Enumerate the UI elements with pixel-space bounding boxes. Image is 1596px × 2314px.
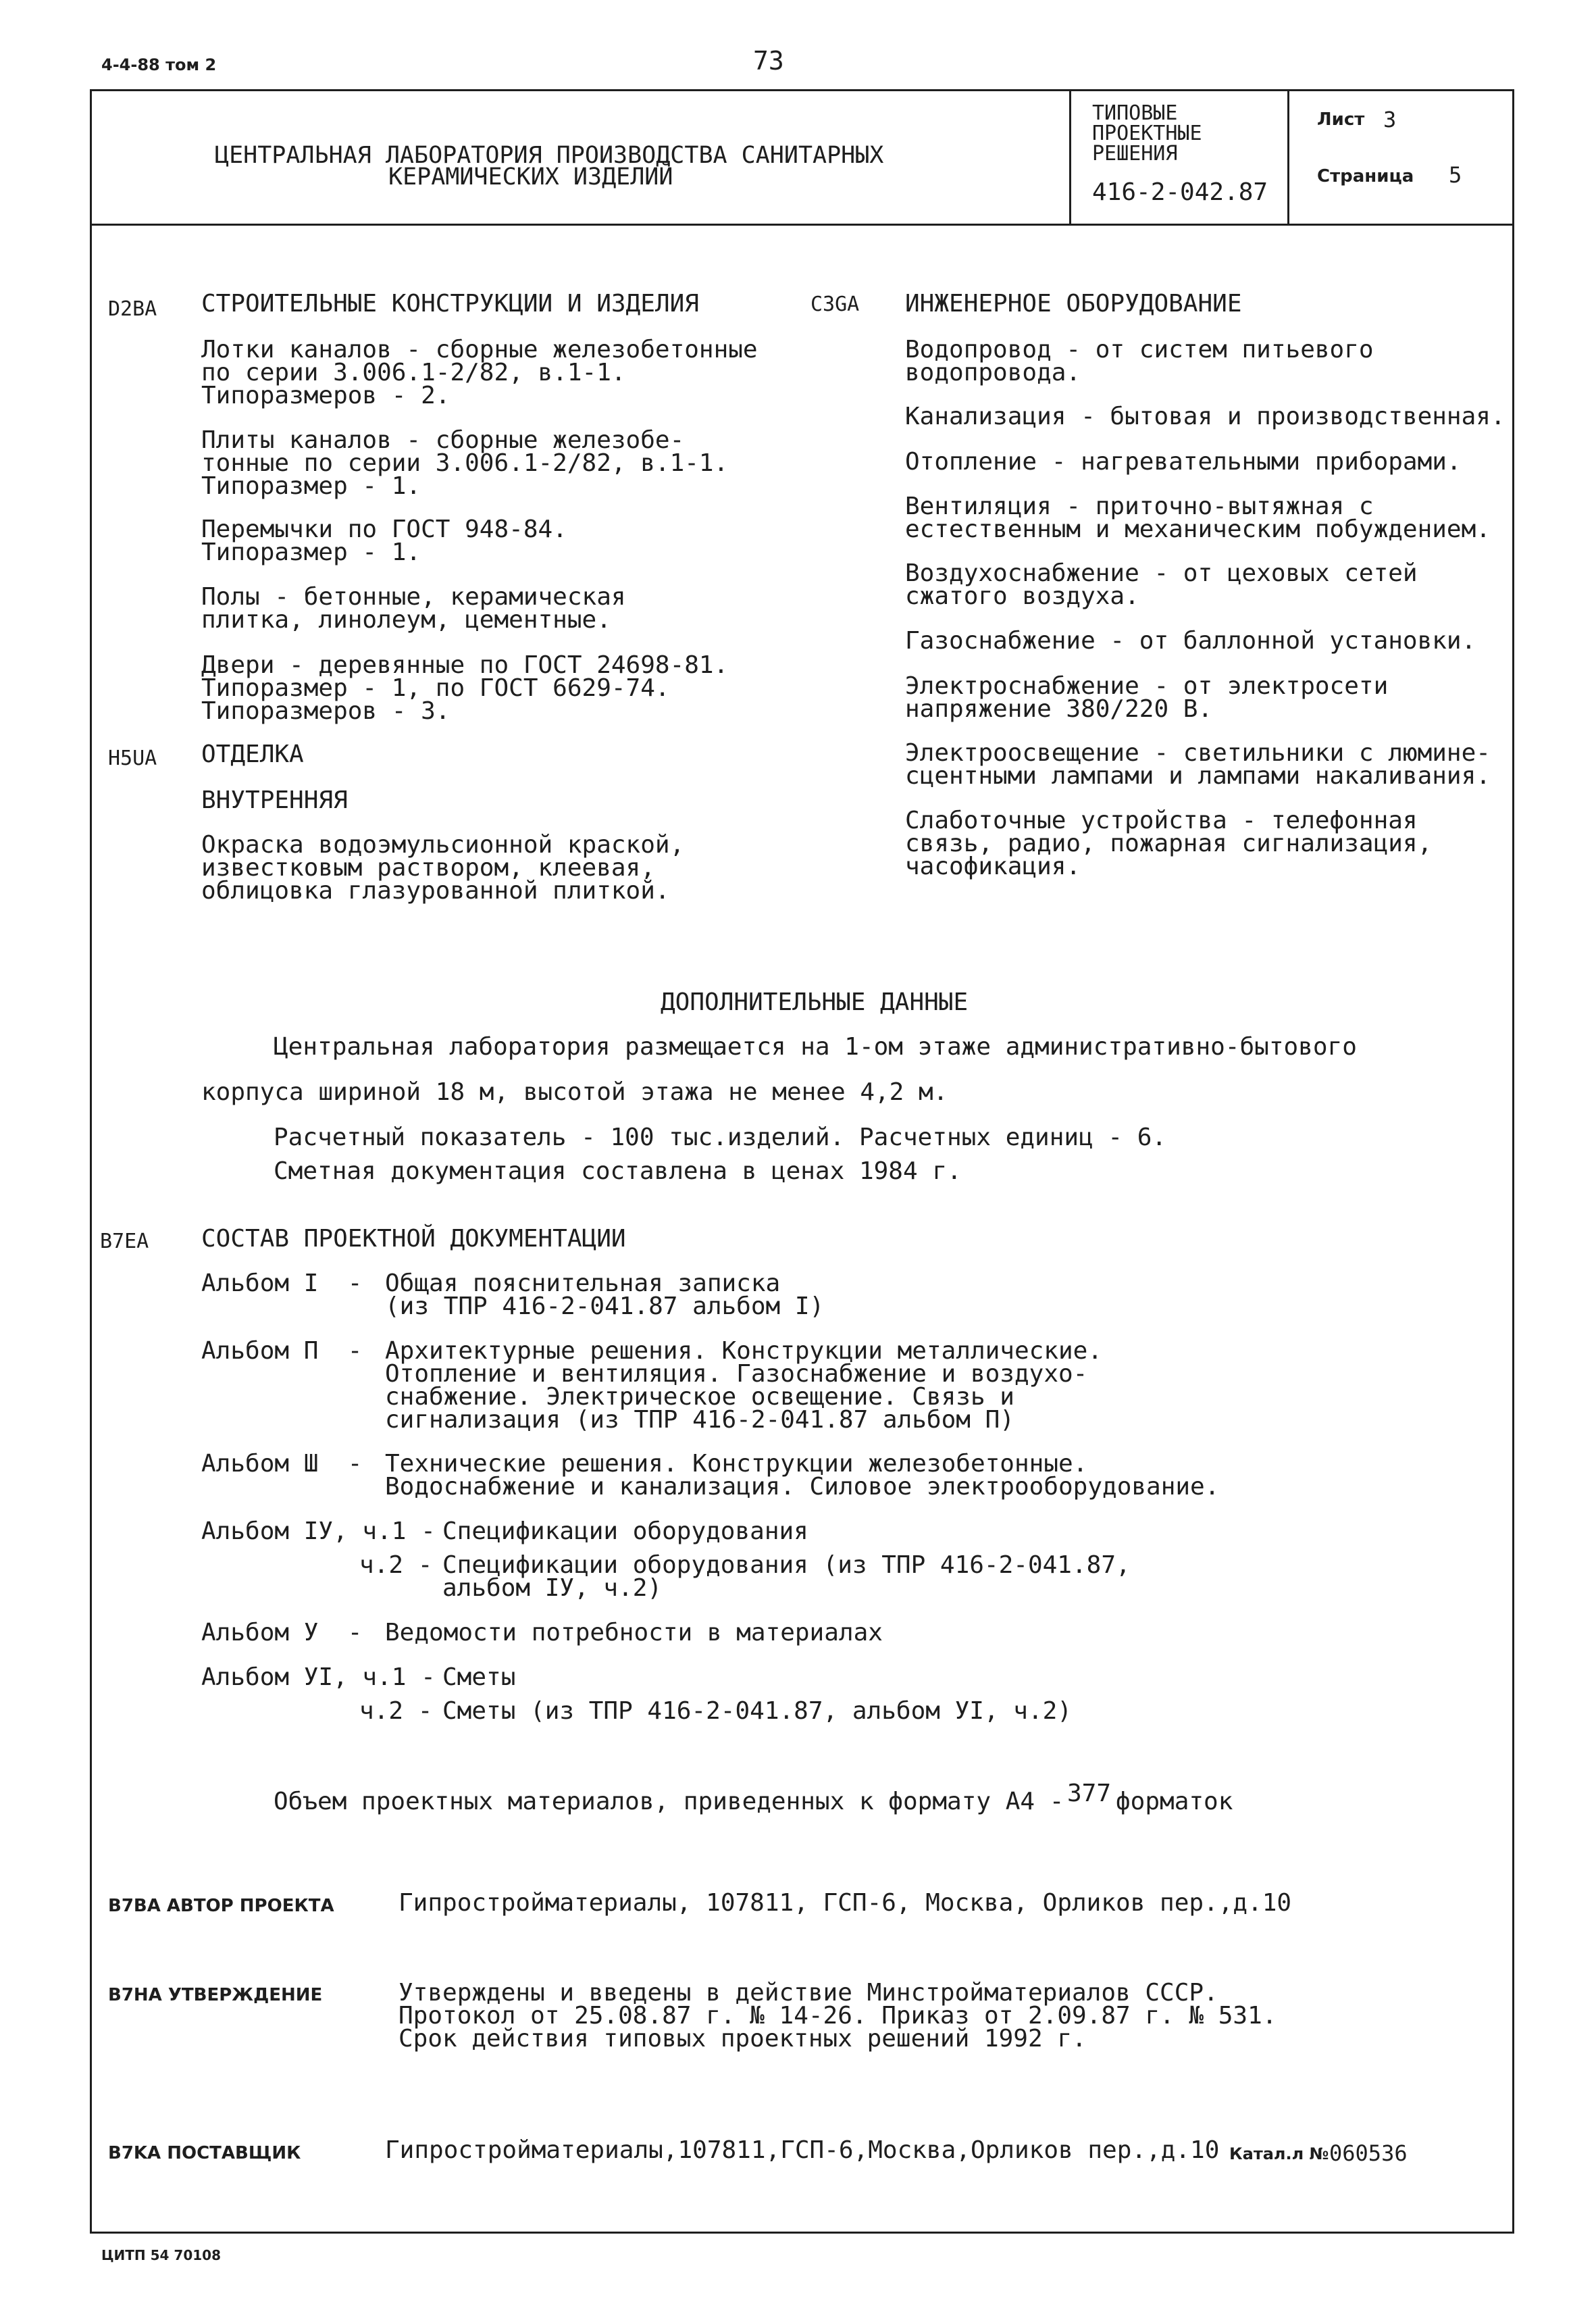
series-label-line1: ТИПОВЫЕ bbox=[1092, 101, 1178, 125]
finishing-text: Окраска водоэмульсионной краской, известковым раствором, клеевая, облицовка глазурованной плиткой. bbox=[201, 831, 685, 905]
album-description: Спецификации оборудования (из ТПР 416-2-041.87, альбом IУ, ч.2) bbox=[442, 1551, 1131, 1602]
composition-code: B7EA bbox=[100, 1230, 149, 1253]
title-block-separator-2 bbox=[1287, 89, 1289, 224]
album-description: Ведомости потребности в материалах bbox=[385, 1619, 883, 1646]
frame-top bbox=[90, 89, 1514, 91]
additional-line: корпуса шириной 18 м, высотой этажа не менее 4,2 м. bbox=[201, 1078, 948, 1106]
finishing-code: H5UA bbox=[108, 747, 157, 770]
construction-heading: СТРОИТЕЛЬНЫЕ КОНСТРУКЦИИ И ИЗДЕЛИЯ bbox=[201, 290, 699, 318]
construction-code: D2BA bbox=[108, 297, 157, 321]
engineering-item: Слаботочные устройства - телефонная связь, радио, пожарная сигнализация, часофикация. bbox=[905, 807, 1433, 880]
frame-left bbox=[90, 89, 92, 2234]
album-description: Спецификации оборудования bbox=[442, 1517, 808, 1545]
construction-item: Перемычки по ГОСТ 948-84. Типоразмер - 1. bbox=[201, 515, 567, 566]
engineering-heading: ИНЖЕНЕРНОЕ ОБОРУДОВАНИЕ bbox=[905, 290, 1242, 318]
engineering-item: Канализация - бытовая и производственная. bbox=[905, 403, 1505, 430]
series-volume-note: 4-4-88 том 2 bbox=[101, 55, 217, 74]
engineering-code: C3GA bbox=[810, 293, 860, 316]
additional-heading: ДОПОЛНИТЕЛЬНЫЕ ДАННЫЕ bbox=[661, 988, 969, 1016]
page-number: 73 bbox=[753, 46, 784, 76]
series-label-line3: РЕШЕНИЯ bbox=[1092, 142, 1178, 166]
document-title-line2: КЕРАМИЧЕСКИХ ИЗДЕЛИЙ bbox=[388, 164, 673, 191]
catalog-label: Катал.л № bbox=[1229, 2144, 1329, 2163]
album-label: Альбом У - bbox=[201, 1619, 363, 1646]
document-title-line1: ЦЕНТРАЛЬНАЯ ЛАБОРАТОРИЯ ПРОИЗВОДСТВА САНИТАРНЫХ bbox=[215, 142, 884, 169]
album-description: Сметы bbox=[442, 1663, 516, 1691]
composition-heading: СОСТАВ ПРОЕКТНОЙ ДОКУМЕНТАЦИИ bbox=[201, 1225, 626, 1253]
approval-label: B7HA УТВЕРЖДЕНИЕ bbox=[108, 1985, 323, 2005]
album-label: ч.2 - bbox=[359, 1551, 433, 1579]
supplier-text: Гипростройматериалы,107811,ГСП-6,Москва,Орликов пер.,д.10 bbox=[385, 2136, 1220, 2164]
album-label: ч.2 - bbox=[359, 1697, 433, 1725]
construction-item: Лотки каналов - сборные железобетонные по серии 3.006.1-2/82, в.1-1. Типоразмеров - 2. bbox=[201, 336, 758, 409]
sheet-label: Лист bbox=[1317, 109, 1365, 130]
finishing-heading: ОТДЕЛКА bbox=[201, 740, 304, 768]
construction-item: Плиты каналов - сборные железобе- тонные по серии 3.006.1-2/82, в.1-1. Типоразмер - 1. bbox=[201, 426, 729, 500]
album-description: Сметы (из ТПР 416-2-041.87, альбом УI, ч.2) bbox=[442, 1697, 1072, 1725]
series-label-line2: ПРОЕКТНЫЕ bbox=[1092, 122, 1202, 145]
approval-text: Утверждены и введены в действие Минстройматериалов СССР. Протокол от 25.08.87 г. № 14-26. Приказ от 2.09.87 г. № 531. Срок действия типовых проектных решений 1992 г. bbox=[398, 1979, 1277, 2053]
author-text: Гипростройматериалы, 107811, ГСП-6, Москва, Орликов пер.,д.10 bbox=[398, 1889, 1292, 1917]
album-description: Архитектурные решения. Конструкции металлические. Отопление и вентиляция. Газоснабжение и воздухо- снабжение. Электрическое освещение. Связь и сигнализация (из ТПР 416-2-041.87 альбом П) bbox=[385, 1337, 1103, 1434]
album-label: Альбом IУ, ч.1 - bbox=[201, 1517, 436, 1545]
page-label: Страница bbox=[1317, 166, 1414, 186]
engineering-item: Электроснабжение - от электросети напряжение 380/220 В. bbox=[905, 672, 1389, 723]
frame-bottom bbox=[90, 2232, 1514, 2234]
catalog-number: 060536 bbox=[1329, 2140, 1408, 2166]
construction-item: Полы - бетонные, керамическая плитка, линолеум, цементные. bbox=[201, 583, 626, 634]
project-code: 416-2-042.87 bbox=[1092, 178, 1268, 206]
sheet-value: 3 bbox=[1383, 107, 1397, 132]
album-label: Альбом I - bbox=[201, 1269, 363, 1297]
album-label: Альбом Ш - bbox=[201, 1450, 363, 1478]
engineering-item: Вентиляция - приточно-вытяжная с естественным и механическим побуждением. bbox=[905, 493, 1491, 543]
volume-text: Объем проектных материалов, приведенных к формату А4 - bbox=[274, 1788, 1064, 1815]
author-label: B7BA АВТОР ПРОЕКТА bbox=[108, 1896, 334, 1916]
engineering-item: Отопление - нагревательными приборами. bbox=[905, 448, 1462, 476]
album-description: Общая пояснительная записка (из ТПР 416-2-041.87 альбом I) bbox=[385, 1269, 825, 1320]
album-description: Технические решения. Конструкции железобетонные. Водоснабжение и канализация. Силовое электрооборудование. bbox=[385, 1450, 1220, 1501]
supplier-label: B7KA ПОСТАВЩИК bbox=[108, 2143, 301, 2163]
engineering-item: Воздухоснабжение - от цеховых сетей сжатого воздуха. bbox=[905, 559, 1418, 610]
additional-line: Центральная лаборатория размещается на 1-ом этаже административно-бытового bbox=[274, 1033, 1357, 1061]
additional-line: Сметная документация составлена в ценах 1984 г. bbox=[274, 1157, 962, 1185]
volume-unit: форматок bbox=[1116, 1788, 1233, 1815]
engineering-item: Водопровод - от систем питьевого водопровода. bbox=[905, 336, 1374, 386]
page-value: 5 bbox=[1449, 162, 1462, 188]
printer-mark: ЦИТП 54 70108 bbox=[101, 2247, 222, 2263]
title-block-divider bbox=[90, 224, 1514, 226]
title-block-separator-1 bbox=[1069, 89, 1071, 224]
album-label: Альбом УI, ч.1 - bbox=[201, 1663, 436, 1691]
engineering-item: Электроосвещение - светильники с люмине- сцентными лампами и лампами накаливания. bbox=[905, 739, 1491, 790]
volume-number: 377 bbox=[1067, 1780, 1112, 1807]
construction-item: Двери - деревянные по ГОСТ 24698-81. Типоразмер - 1, по ГОСТ 6629-74. Типоразмеров - 3. bbox=[201, 651, 729, 725]
frame-right bbox=[1512, 89, 1514, 2234]
additional-line: Расчетный показатель - 100 тыс.изделий. Расчетных единиц - 6. bbox=[274, 1124, 1167, 1151]
finishing-subheading: ВНУТРЕННЯЯ bbox=[201, 786, 348, 814]
album-label: Альбом П - bbox=[201, 1337, 363, 1365]
engineering-item: Газоснабжение - от баллонной установки. bbox=[905, 627, 1476, 655]
